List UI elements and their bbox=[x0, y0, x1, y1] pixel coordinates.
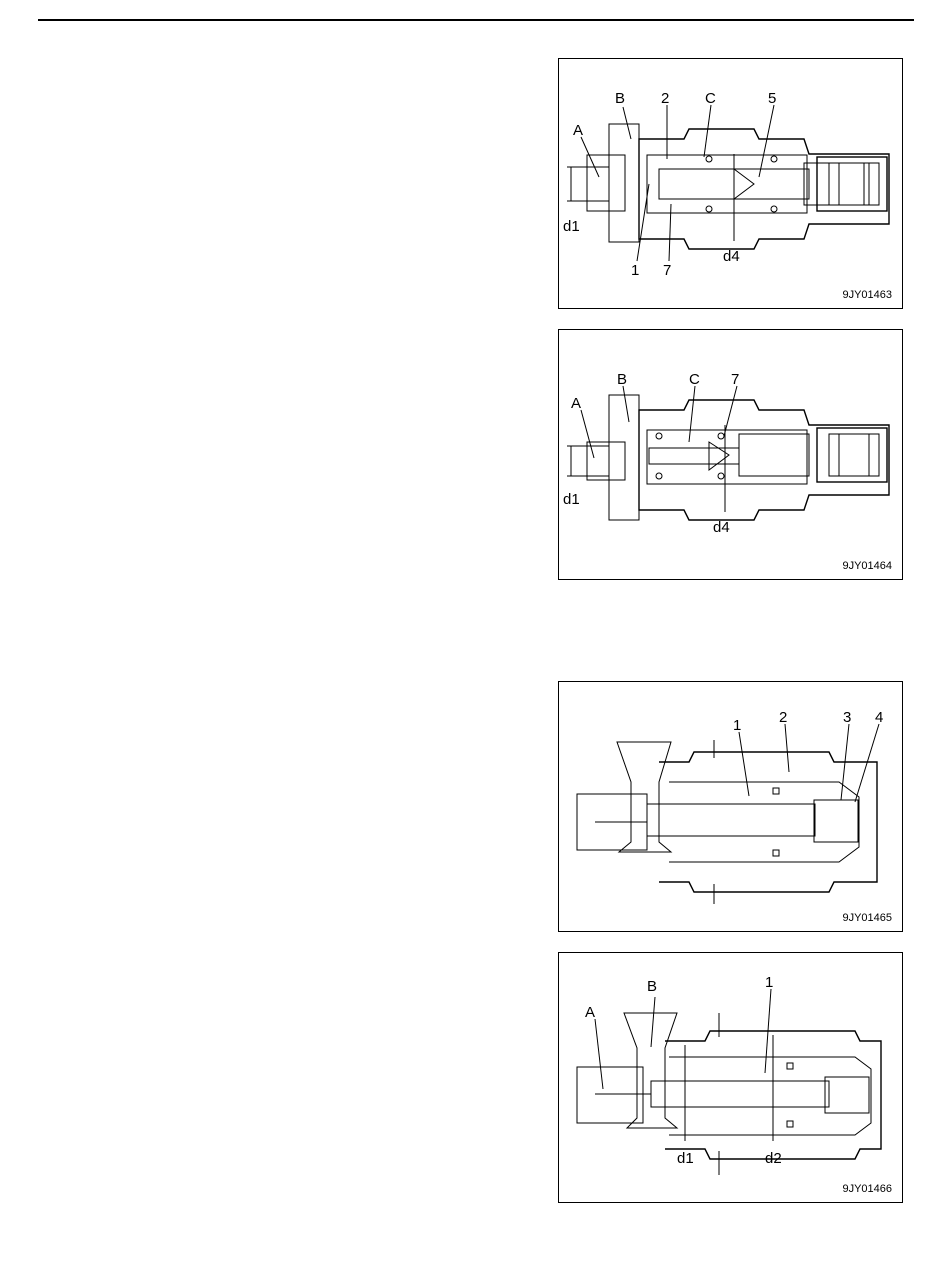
figure-9jy01466 bbox=[558, 952, 903, 1203]
label-d1: d1 bbox=[677, 1150, 694, 1167]
label-A: A bbox=[571, 395, 582, 412]
label-7: 7 bbox=[663, 262, 672, 279]
figure-code: 9JY01466 bbox=[842, 1183, 892, 1195]
valve-section-drawing-2 bbox=[559, 330, 904, 581]
label-1: 1 bbox=[765, 974, 774, 991]
piston-section-drawing-3 bbox=[559, 682, 904, 933]
label-d1: d1 bbox=[563, 218, 580, 235]
label-A: A bbox=[573, 122, 584, 139]
figure-code: 9JY01463 bbox=[842, 289, 892, 301]
figure-code: 9JY01465 bbox=[842, 912, 892, 924]
figure-9jy01463 bbox=[558, 58, 903, 309]
label-A: A bbox=[585, 1004, 596, 1021]
label-d4: d4 bbox=[723, 248, 740, 265]
label-B: B bbox=[617, 371, 628, 388]
label-7: 7 bbox=[731, 371, 740, 388]
label-d2: d2 bbox=[765, 1150, 782, 1167]
figure-code: 9JY01464 bbox=[842, 560, 892, 572]
figure-9jy01464 bbox=[558, 329, 903, 580]
label-1: 1 bbox=[733, 717, 742, 734]
label-d4: d4 bbox=[713, 519, 730, 536]
label-2: 2 bbox=[779, 709, 788, 726]
label-5: 5 bbox=[768, 90, 777, 107]
header-rule bbox=[38, 19, 914, 21]
label-2: 2 bbox=[661, 90, 670, 107]
label-B: B bbox=[647, 978, 658, 995]
valve-section-drawing-1 bbox=[559, 59, 904, 310]
label-3: 3 bbox=[843, 709, 852, 726]
figure-9jy01465 bbox=[558, 681, 903, 932]
label-C: C bbox=[689, 371, 700, 388]
label-d1: d1 bbox=[563, 491, 580, 508]
piston-section-drawing-4 bbox=[559, 953, 904, 1204]
label-1: 1 bbox=[631, 262, 640, 279]
label-B: B bbox=[615, 90, 626, 107]
label-C: C bbox=[705, 90, 716, 107]
label-4: 4 bbox=[875, 709, 884, 726]
